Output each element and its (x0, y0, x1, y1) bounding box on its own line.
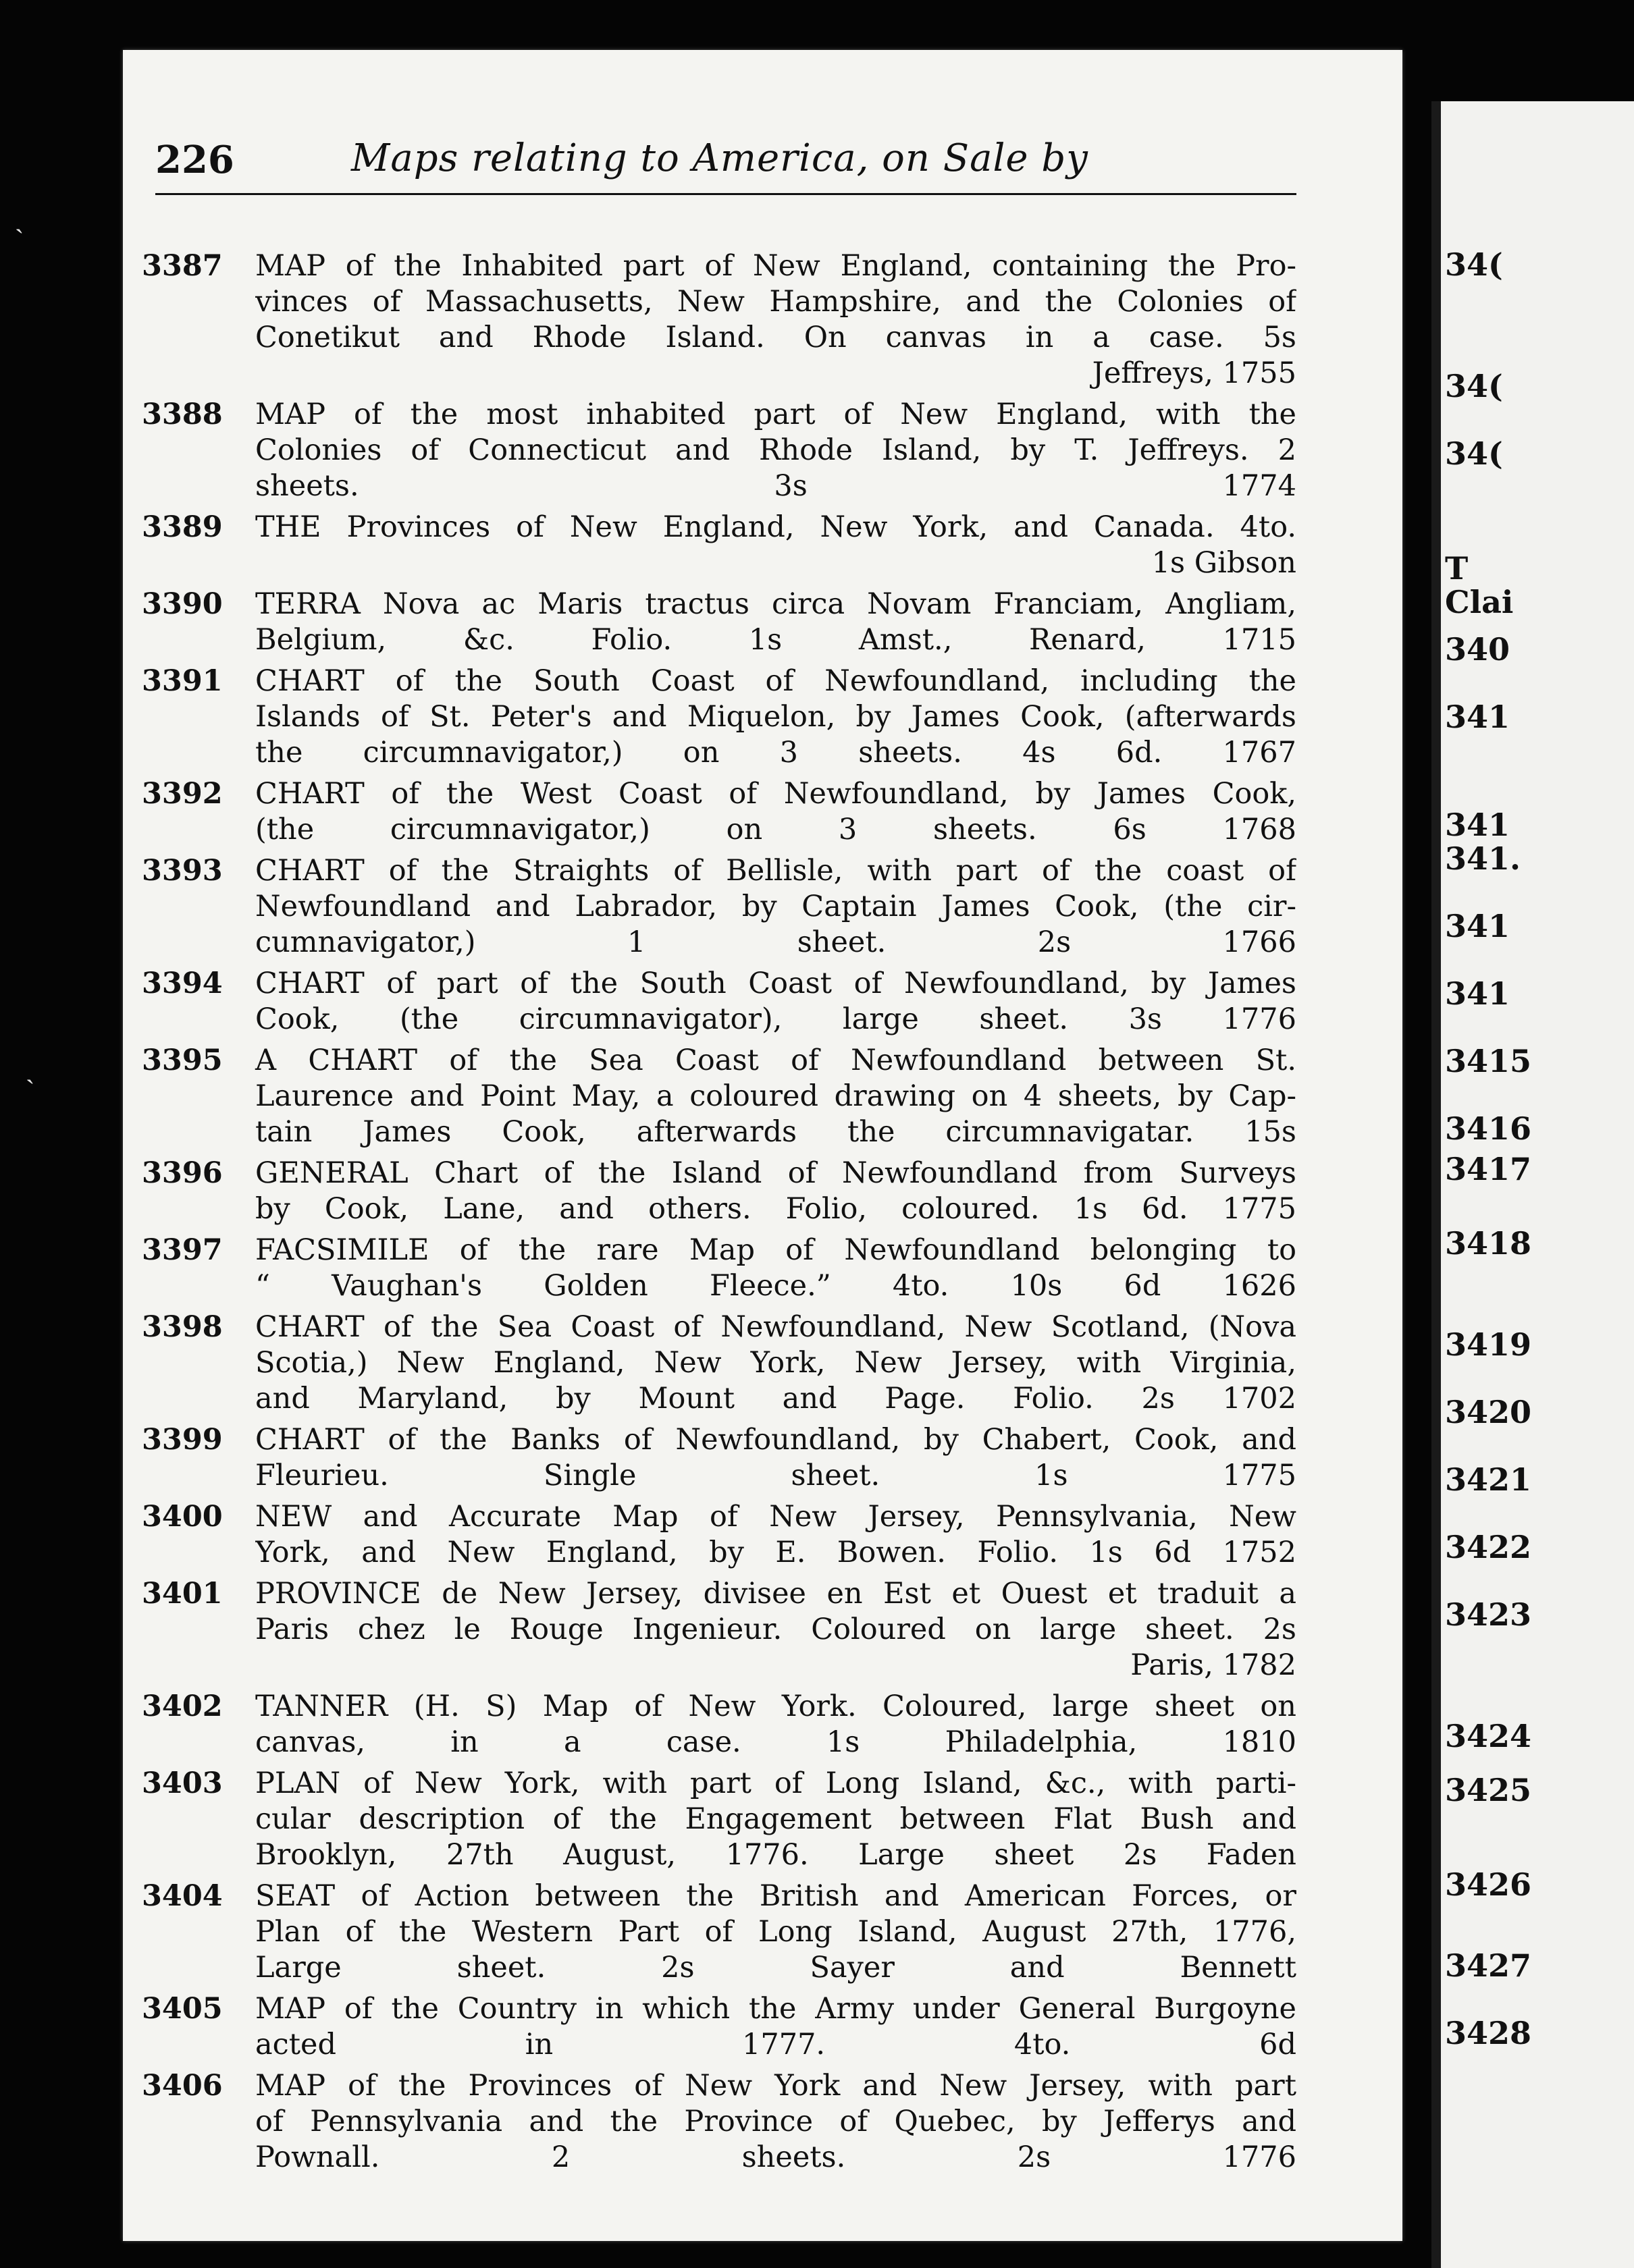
entry-text: FACSIMILE of the rare Map of Newfoundland belonging to (255, 1233, 1296, 1267)
catalog-entry (142, 510, 1296, 581)
adjacent-entry-number: 3421 (1445, 1461, 1532, 1498)
catalog-entry (142, 966, 1296, 1037)
entry-number: 3402 (142, 1690, 223, 1723)
entry-number: 3405 (142, 1992, 223, 2026)
adjacent-entry-number: 34( (1445, 368, 1503, 404)
entry-line: the circumnavigator,) on 3 sheets. 4s 6d. 1767 (255, 736, 1296, 770)
entry-number: 3403 (142, 1766, 223, 1800)
adjacent-entry-number: 3428 (1445, 2015, 1532, 2051)
entry-number: 3394 (142, 967, 223, 1000)
entry-text: CHART of the West Coast of Newfoundland, by James Cook, (255, 777, 1296, 811)
adjacent-entry-number: 3416 (1445, 1110, 1532, 1147)
adjacent-entry-number: 3426 (1445, 1866, 1532, 1903)
entry-first-line (142, 1879, 1296, 1914)
entry-number: 3404 (142, 1879, 223, 1913)
adjacent-entry-number: 3419 (1445, 1326, 1532, 1363)
catalog-entry (142, 1310, 1296, 1417)
entry-number: 3392 (142, 777, 223, 811)
catalog-entry (142, 2068, 1296, 2176)
entry-line: (the circumnavigator,) on 3 sheets. 6s 1768 (255, 813, 1296, 846)
adjacent-entry-number: 3427 (1445, 1947, 1532, 1984)
entry-line: “ Vaughan's Golden Fleece.” 4to. 10s 6d 1626 (255, 1269, 1296, 1303)
entry-line: acted in 1777. 4to. 6d (255, 2028, 1296, 2061)
running-head: Maps relating to America, on Sale by (351, 136, 1088, 180)
catalog-entry (142, 397, 1296, 504)
entry-text: PROVINCE de New Jersey, divisee en Est et Ouest et traduit a (255, 1577, 1296, 1611)
catalog-entry (142, 664, 1296, 771)
catalog-entry (142, 1422, 1296, 1494)
entry-line: Islands of St. Peter's and Miquelon, by James Cook, (afterwards (255, 700, 1296, 734)
entry-number: 3388 (142, 398, 223, 431)
entry-number: 3389 (142, 510, 223, 544)
adjacent-entry-number: 341 (1445, 975, 1510, 1012)
entry-first-line (142, 1310, 1296, 1345)
entry-line: Belgium, &c. Folio. 1s Amst., Renard, 1715 (255, 623, 1296, 657)
entry-line: Jeffreys, 1755 (1092, 356, 1296, 390)
entry-number: 3397 (142, 1233, 223, 1267)
entry-text: CHART of the Straights of Bellisle, with part of the coast of (255, 854, 1296, 888)
entry-number: 3391 (142, 664, 223, 698)
entry-line: Large sheet. 2s Sayer and Bennett (255, 1951, 1296, 1985)
entry-line: Newfoundland and Labrador, by Captain James Cook, (the cir- (255, 890, 1296, 923)
catalog-entry (142, 587, 1296, 658)
entry-first-line (142, 966, 1296, 1002)
entry-line: Cook, (the circumnavigator), large sheet. 3s 1776 (255, 1002, 1296, 1036)
entry-first-line (142, 1233, 1296, 1268)
entry-text: MAP of the Provinces of New York and New Jersey, with part (255, 2069, 1296, 2103)
catalog-entry (142, 1689, 1296, 1760)
entry-text: SEAT of Action between the British and American Forces, or (255, 1879, 1296, 1913)
entry-line: Laurence and Point May, a coloured drawing on 4 sheets, by Cap- (255, 1079, 1296, 1113)
entry-text: A CHART of the Sea Coast of Newfoundland between St. (255, 1044, 1296, 1077)
entry-text: MAP of the Inhabited part of New England, containing the Pro- (255, 249, 1296, 283)
entry-first-line (142, 1499, 1296, 1535)
entry-line: Brooklyn, 27th August, 1776. Large sheet 2s Faden (255, 1838, 1296, 1872)
adjacent-entry-number: 3417 (1445, 1151, 1532, 1187)
entry-text: MAP of the Country in which the Army under General Burgoyne (255, 1992, 1296, 2026)
entry-first-line (142, 248, 1296, 284)
adjacent-entry-number: 3418 (1445, 1225, 1532, 1262)
entry-line: Fleurieu. Single sheet. 1s 1775 (255, 1459, 1296, 1492)
entry-line: Pownall. 2 sheets. 2s 1776 (255, 2140, 1296, 2174)
adjacent-entry-number: T (1445, 550, 1469, 587)
entry-first-line (142, 1422, 1296, 1458)
entry-number: 3390 (142, 587, 223, 621)
entry-text: CHART of the Sea Coast of Newfoundland, New Scotland, (Nova (255, 1310, 1296, 1344)
adjacent-entry-number: 341 (1445, 807, 1510, 843)
entry-first-line (142, 1156, 1296, 1191)
entry-line: York, and New England, by E. Bowen. Folio. 1s 6d 1752 (255, 1536, 1296, 1569)
entry-line: 1s Gibson (1151, 546, 1296, 580)
entry-text: CHART of the Banks of Newfoundland, by Chabert, Cook, and (255, 1423, 1296, 1457)
catalog-entry (142, 248, 1296, 392)
catalog-entry (142, 1233, 1296, 1304)
catalog-entries (142, 248, 1296, 2181)
entry-line: tain James Cook, afterwards the circumnavigatar. 15s (255, 1115, 1296, 1149)
entry-line: Paris, 1782 (1130, 1648, 1296, 1682)
entry-text: TANNER (H. S) Map of New York. Coloured, large sheet on (255, 1690, 1296, 1723)
entry-line: of Pennsylvania and the Province of Quebec, by Jefferys and (255, 2105, 1296, 2138)
entry-line: cular description of the Engagement between Flat Bush and (255, 1802, 1296, 1836)
entry-text: GENERAL Chart of the Island of Newfoundland from Surveys (255, 1156, 1296, 1190)
entry-number: 3393 (142, 854, 223, 888)
entry-first-line (142, 397, 1296, 433)
entry-number: 3396 (142, 1156, 223, 1190)
entry-line: Scotia,) New England, New York, New Jersey, with Virginia, (255, 1346, 1296, 1380)
catalog-entry (142, 1879, 1296, 1986)
entry-number: 3399 (142, 1423, 223, 1457)
entry-line: canvas, in a case. 1s Philadelphia, 1810 (255, 1725, 1296, 1759)
scan-speck: ˎ (26, 1054, 35, 1085)
adjacent-entry-number: 341 (1445, 908, 1510, 944)
entry-number: 3395 (142, 1044, 223, 1077)
adjacent-entry-number: 341 (1445, 699, 1510, 735)
entry-line: Colonies of Connecticut and Rhode Island, by T. Jeffreys. 2 (255, 433, 1296, 467)
adjacent-entry-number: Clai (1445, 584, 1514, 620)
entry-line: by Cook, Lane, and others. Folio, coloured. 1s 6d. 1775 (255, 1192, 1296, 1226)
entry-first-line (142, 1766, 1296, 1802)
entry-first-line (142, 2068, 1296, 2104)
adjacent-entry-number: 3420 (1445, 1394, 1532, 1430)
entry-number: 3398 (142, 1310, 223, 1344)
adjacent-entry-number: 341. (1445, 840, 1521, 877)
adjacent-entry-number: 3424 (1445, 1718, 1532, 1754)
entry-first-line (142, 664, 1296, 699)
entry-first-line (142, 853, 1296, 889)
catalog-entry (142, 1991, 1296, 2063)
catalog-entry (142, 1499, 1296, 1571)
entry-text: NEW and Accurate Map of New Jersey, Pennsylvania, New (255, 1500, 1296, 1534)
entry-text: CHART of part of the South Coast of Newfoundland, by James (255, 967, 1296, 1000)
entry-first-line (142, 510, 1296, 545)
adjacent-entry-number: 34( (1445, 435, 1503, 472)
entry-number: 3387 (142, 249, 223, 283)
adjacent-entry-number: 3422 (1445, 1529, 1532, 1565)
adjacent-page-edge (1431, 101, 1634, 2268)
entry-line: and Maryland, by Mount and Page. Folio. 2s 1702 (255, 1382, 1296, 1415)
catalog-entry (142, 1766, 1296, 1873)
entry-line: vinces of Massachusetts, New Hampshire, and the Colonies of (255, 285, 1296, 319)
entry-first-line (142, 587, 1296, 622)
adjacent-entry-number: 3425 (1445, 1772, 1532, 1808)
entry-first-line (142, 1991, 1296, 2027)
catalog-entry (142, 1576, 1296, 1683)
catalog-entry (142, 1156, 1296, 1227)
catalog-entry (142, 853, 1296, 961)
catalog-entry (142, 776, 1296, 848)
adjacent-entry-number: 340 (1445, 631, 1510, 668)
adjacent-entry-number: 34( (1445, 246, 1503, 283)
entry-text: CHART of the South Coast of Newfoundland, including the (255, 664, 1296, 698)
entry-line: cumnavigator,) 1 sheet. 2s 1766 (255, 925, 1296, 959)
page-number: 226 (155, 138, 234, 182)
adjacent-entry-number: 3415 (1445, 1043, 1532, 1079)
entry-number: 3401 (142, 1577, 223, 1611)
entry-first-line (142, 1689, 1296, 1725)
entry-line: Plan of the Western Part of Long Island, August 27th, 1776, (255, 1915, 1296, 1949)
adjacent-entry-number: 3423 (1445, 1596, 1532, 1633)
entry-number: 3406 (142, 2069, 223, 2103)
entry-text: THE Provinces of New England, New York, and Canada. 4to. (255, 510, 1296, 544)
entry-number: 3400 (142, 1500, 223, 1534)
entry-text: MAP of the most inhabited part of New England, with the (255, 398, 1296, 431)
entry-text: TERRA Nova ac Maris tractus circa Novam Franciam, Angliam, (255, 587, 1296, 621)
entry-first-line (142, 1043, 1296, 1079)
entry-first-line (142, 1576, 1296, 1612)
entry-first-line (142, 776, 1296, 812)
scan-speck: ˎ (15, 203, 24, 234)
entry-line: Conetikut and Rhode Island. On canvas in a case. 5s (255, 321, 1296, 354)
entry-text: PLAN of New York, with part of Long Island, &c., with parti- (255, 1766, 1296, 1800)
entry-line: sheets. 3s 1774 (255, 469, 1296, 503)
page-header (155, 126, 1296, 195)
catalog-entry (142, 1043, 1296, 1150)
entry-line: Paris chez le Rouge Ingenieur. Coloured on large sheet. 2s (255, 1613, 1296, 1646)
